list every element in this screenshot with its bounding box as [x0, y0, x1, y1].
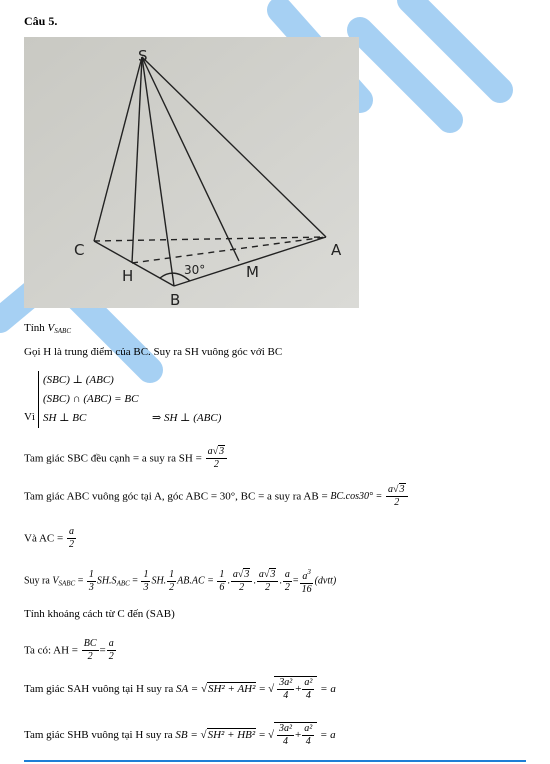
unit-label: (dvtt) — [314, 575, 337, 587]
bottom-divider — [24, 760, 526, 762]
shb-line: Tam giác SHB vuông tại H suy ra SB = √SH² + HB² = √ $\frac{\text{3a²}}{4}$ + $\frac{\text{a²}}{4}$ = a — [24, 723, 336, 747]
pyramid-figure — [24, 37, 359, 308]
sbc-line — [24, 446, 228, 471]
ac-line — [24, 526, 77, 551]
ah-line: Ta có: AH = $\frac{BC}{2}$ = $\frac{a}{2}$ — [24, 638, 114, 662]
label-b: B — [170, 291, 181, 308]
midpoint-statement: Gọi H là trung điểm của BC. Suy ra SH vuông góc với BC — [24, 346, 283, 358]
v-subscript: SABC — [54, 327, 71, 335]
label-m: M — [246, 263, 259, 281]
compute-volume-line — [24, 322, 71, 335]
volume-line: Suy ra $V_{SABC}$ = $\frac{1}{3}$ $SH.S_{ABC}$ = $\frac{1}{3}$ SH. $\frac{1}{2}$ AB.AC = $\frac{1}{6}$ . $\frac{a√3}{2}$ . $\frac{a√3}{2}$ . $\frac{a}{2}$ = $\frac{a^3}{16}$ (dvtt) — [24, 568, 337, 595]
sys-line-3: SH ⊥ BC — [43, 412, 87, 424]
label-a: A — [331, 241, 342, 259]
sys-line-1: (SBC) ⊥ (ABC) — [43, 374, 114, 386]
question-title: Câu 5. — [24, 14, 58, 28]
abc-line — [24, 484, 409, 509]
label-angle: 30° — [184, 263, 206, 277]
ab-fraction: $\frac{a√3}{2}$ — [386, 484, 408, 509]
label-c: C — [74, 241, 85, 259]
bccos-text: BC.cos30° = — [330, 491, 383, 502]
ac-text: Và AC = — [24, 532, 64, 545]
sh-fraction: $\frac{a√3}{2}$ — [206, 446, 228, 471]
ac-fraction: $\frac{a}{2}$ — [68, 526, 74, 550]
suy-ra-label: Suy ra — [24, 575, 50, 587]
implies-statement: ⇒ SH ⊥ (ABC) — [152, 412, 222, 424]
sah-line: Tam giác SAH vuông tại H suy ra SA = √SH² + AH² = √ $\frac{\text{3a²}}{4}$ + $\frac{\text{a²}}{4}$ = a — [24, 677, 336, 701]
tinh-label: Tính — [24, 322, 45, 334]
sbc-text: Tam giác SBC đều cạnh = a suy ra SH = — [24, 452, 202, 465]
plane-system — [38, 371, 138, 428]
distance-heading: Tính khoảng cách từ C đến (SAB) — [24, 608, 175, 620]
label-s: S — [138, 47, 148, 65]
vi-label: Vì — [24, 411, 35, 423]
v-symbol: V — [47, 322, 55, 334]
abc-text: Tam giác ABC vuông góc tại A, góc ABC = 30°, BC = a suy ra AB = — [24, 490, 328, 503]
label-h: H — [122, 267, 134, 285]
sys-line-2: (SBC) ∩ (ABC) = BC — [43, 393, 139, 405]
